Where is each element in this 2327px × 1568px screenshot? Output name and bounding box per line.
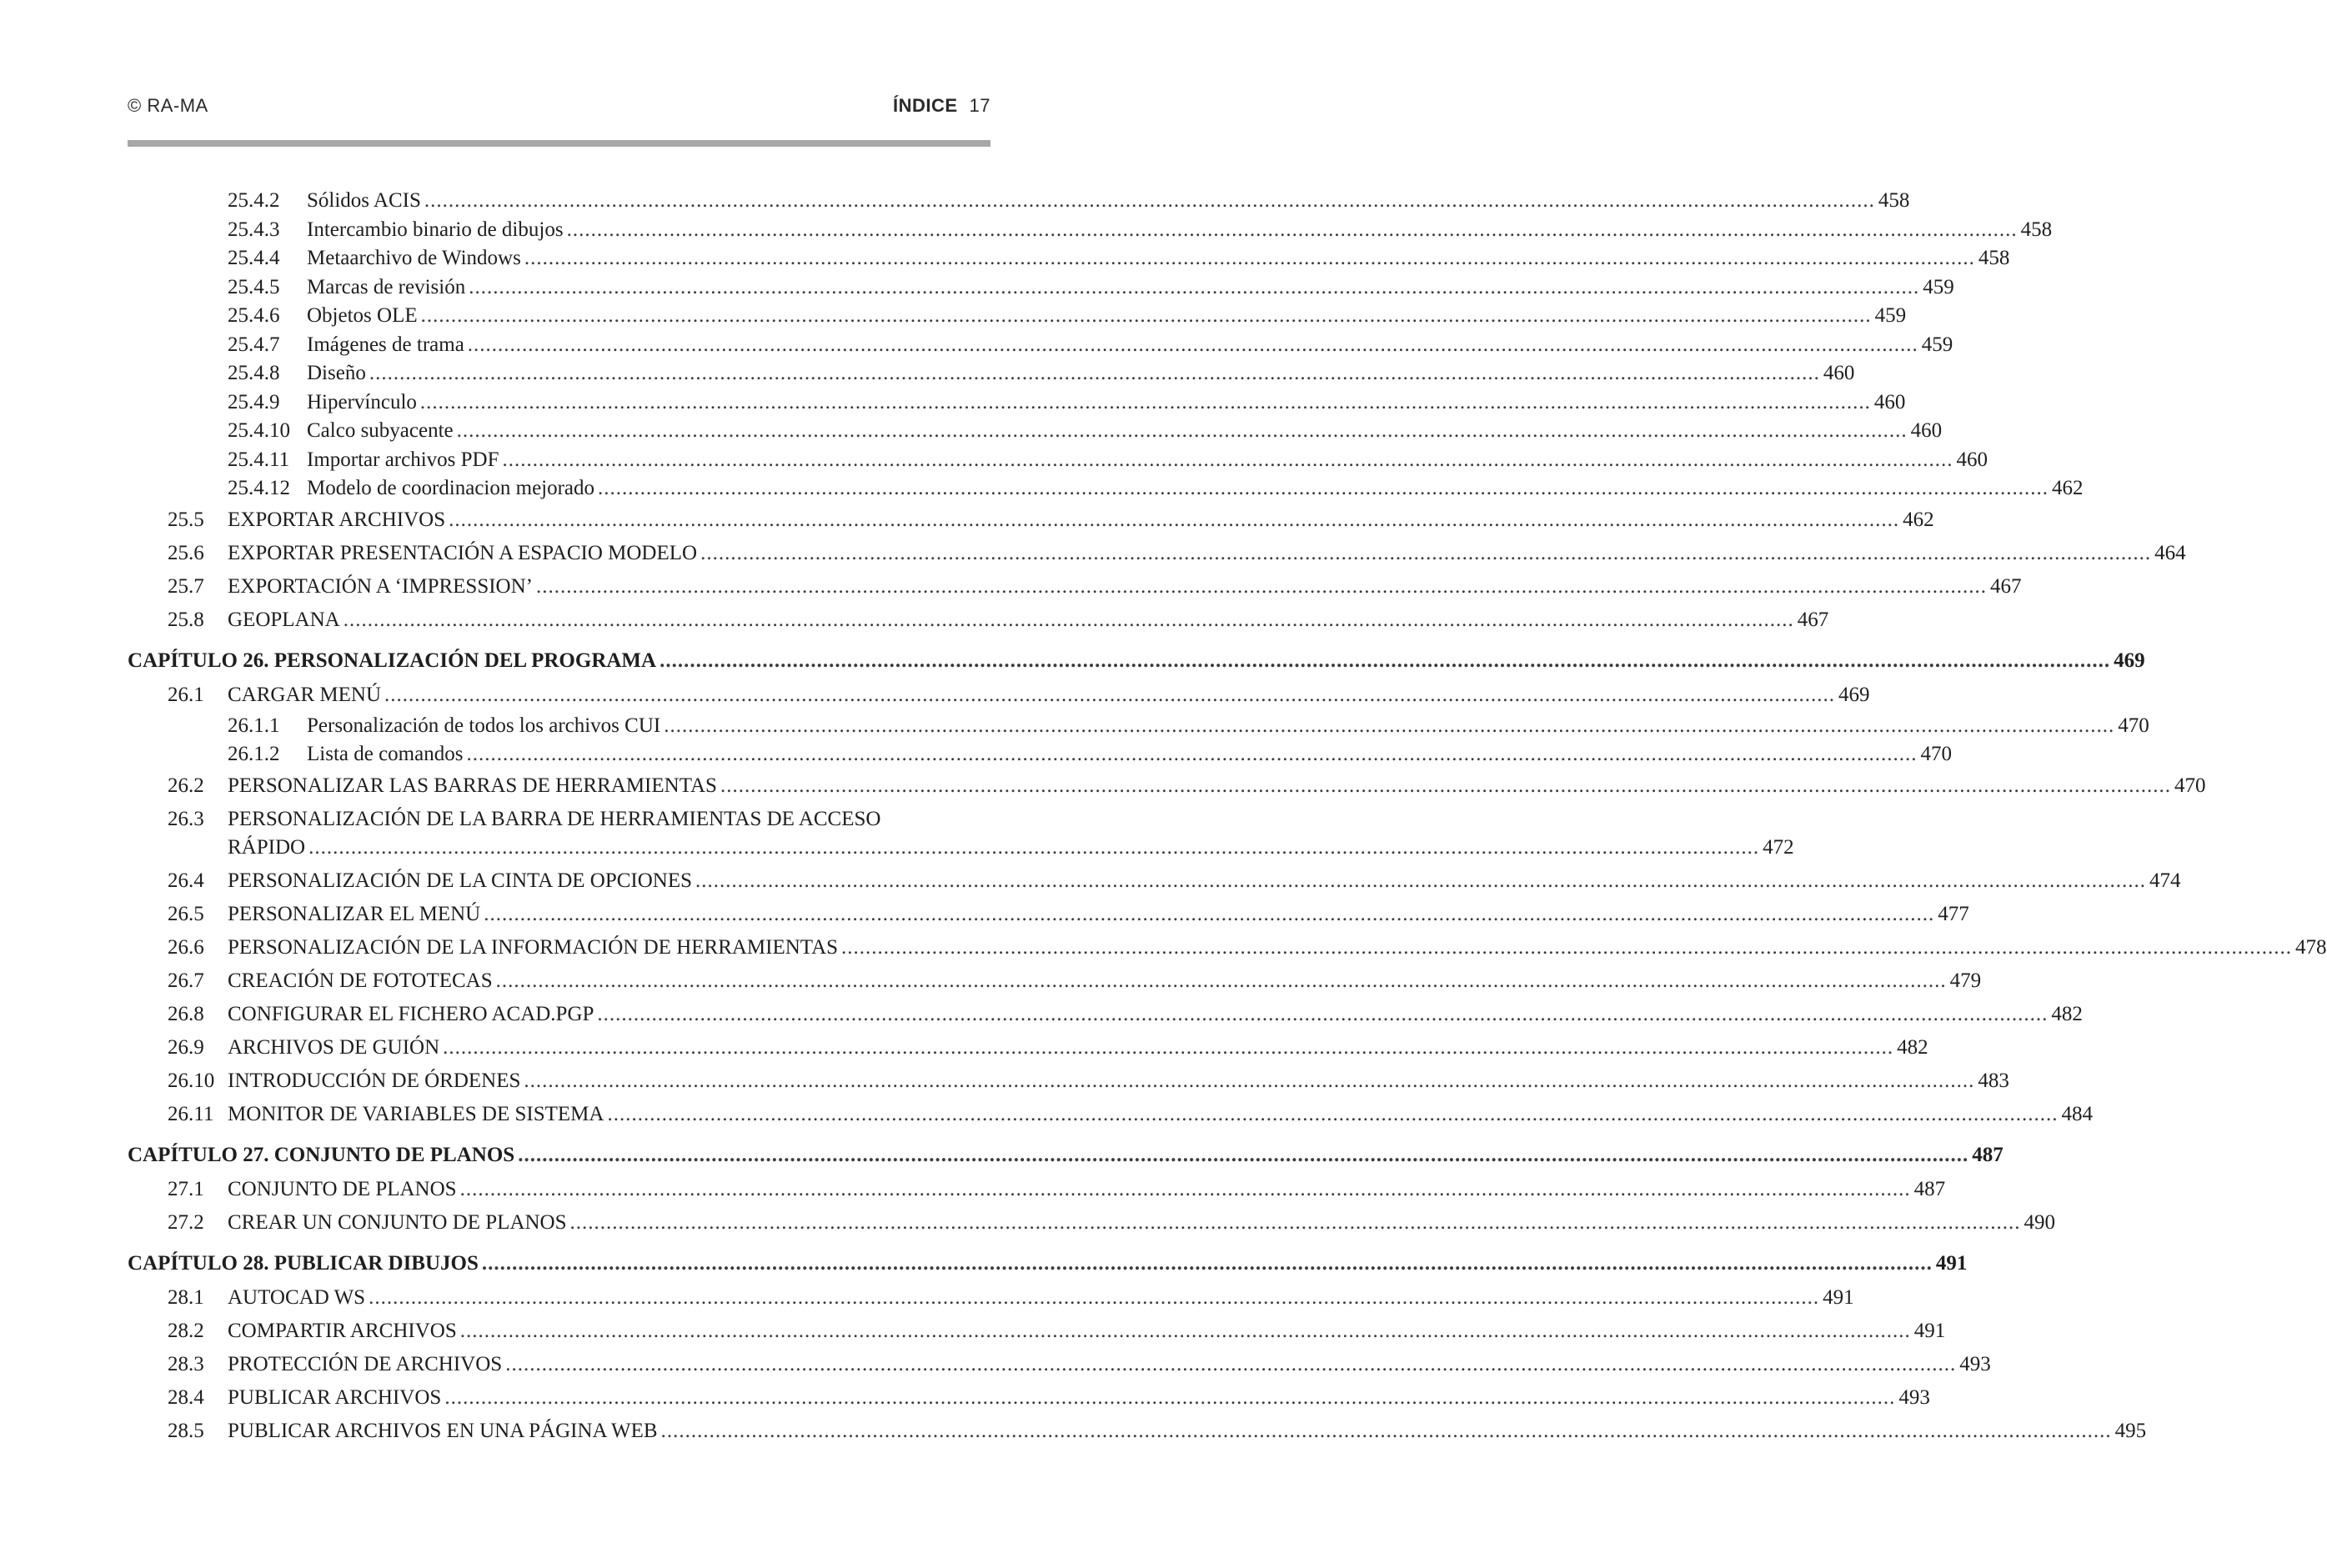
toc-entry[interactable]: [128, 1415, 2147, 1448]
toc-entry-number: 25.4.6: [228, 304, 280, 327]
dot-leader: [524, 244, 1975, 273]
toc-entry-title: Intercambio binario de dibujos: [307, 218, 564, 241]
toc-chapter[interactable]: [128, 1131, 2004, 1173]
toc-entry-number: 26.1: [168, 683, 204, 706]
toc-entry-title: CREACIÓN DE FOTOTECAS: [228, 969, 493, 992]
dot-leader: [424, 187, 1875, 215]
toc-entry[interactable]: [128, 1206, 2056, 1240]
toc-entry-title: GEOPLANA: [228, 608, 340, 631]
toc-entry[interactable]: [128, 1098, 2093, 1131]
toc-entry-title: Lista de comandos: [307, 743, 464, 765]
toc-entry-number: 26.5: [168, 902, 204, 925]
toc-entry[interactable]: [128, 1348, 1991, 1381]
toc-entry[interactable]: [128, 679, 1870, 712]
toc-entry-page: 460: [1910, 419, 1943, 442]
toc-entry-page: 491: [1823, 1285, 1854, 1309]
toc-entry-number: 26.1.2: [228, 743, 280, 765]
toc-entry-page: 462: [2052, 477, 2084, 499]
toc-entry-page: 460: [1823, 362, 1855, 384]
toc-entry-title: PERSONALIZAR EL MENÚ: [228, 902, 481, 925]
toc-entry-number: 26.2: [168, 774, 204, 797]
toc-entry[interactable]: [128, 474, 2084, 503]
toc-entry-page: 459: [1921, 333, 1953, 356]
toc-entry-title: PERSONALIZACIÓN DE LA INFORMACIÓN DE HERRAMIENTAS: [228, 935, 839, 959]
toc-entry[interactable]: [128, 273, 1954, 303]
toc-entry[interactable]: [128, 964, 1982, 998]
toc-entry-page: 467: [1989, 574, 2022, 598]
dot-leader: [444, 1381, 1895, 1415]
toc-entry-page: 470: [2174, 774, 2206, 797]
toc-entry-page: 478: [2295, 935, 2327, 959]
toc-entry[interactable]: [128, 712, 2149, 741]
toc-entry[interactable]: [128, 1281, 1854, 1315]
toc-entry-title: Marcas de revisión: [307, 275, 466, 298]
toc-entry-title: Diseño: [307, 362, 366, 384]
dot-leader: [720, 769, 2171, 803]
toc-entry[interactable]: [128, 446, 1988, 475]
toc-entry[interactable]: [128, 1173, 1946, 1206]
toc-entry-page: 493: [1898, 1385, 1930, 1409]
toc-entry-number: 27.1: [168, 1177, 204, 1200]
toc-entry-page: 474: [2149, 869, 2181, 892]
toc-entry-page: 487: [1913, 1177, 1946, 1200]
toc-entry-number: 26.6: [168, 935, 204, 959]
toc-entry-title: CREAR UN CONJUNTO DE PLANOS: [228, 1210, 567, 1234]
toc-entry-title: Importar archivos PDF: [307, 448, 499, 471]
toc-entry-page: 490: [2024, 1210, 2056, 1234]
dot-leader: [503, 446, 1953, 474]
toc-entry-page: 470: [1920, 743, 1952, 765]
toc-entry-title: Metaarchivo de Windows: [307, 247, 521, 269]
toc-entry-number: 26.3: [168, 807, 204, 830]
toc-entry-number: 25.4.2: [228, 189, 280, 212]
dot-leader: [369, 1281, 1819, 1315]
toc-entry[interactable]: [128, 417, 1943, 446]
table-of-contents: [128, 187, 2327, 1448]
toc-entry-title: EXPORTACIÓN A ‘IMPRESSION’: [228, 574, 533, 598]
toc-entry-page: 469: [2114, 649, 2145, 672]
toc-entry-number: 26.8: [168, 1002, 204, 1025]
toc-entry-title: CAPÍTULO 26. PERSONALIZACIÓN DEL PROGRAMA: [128, 649, 657, 672]
toc-chapter[interactable]: [128, 637, 2145, 679]
toc-entry[interactable]: [128, 1031, 1928, 1065]
toc-entry-title: PUBLICAR ARCHIVOS EN UNA PÁGINA WEB: [228, 1419, 658, 1442]
toc-entry-page: 477: [1938, 902, 1969, 925]
dot-leader: [841, 931, 2292, 964]
toc-entry[interactable]: [128, 537, 2186, 570]
toc-entry-number: 25.4.9: [228, 390, 280, 413]
toc-entry-page: 479: [1949, 969, 1982, 992]
toc-entry-title: AUTOCAD WS: [228, 1285, 366, 1309]
toc-entry-number: 26.7: [168, 969, 204, 992]
toc-entry-page: 482: [1897, 1035, 1928, 1059]
toc-entry-page: 464: [2154, 541, 2186, 564]
toc-entry[interactable]: [128, 244, 2010, 273]
toc-entry-page: 495: [2114, 1419, 2147, 1442]
toc-entry-number: 26.1.1: [228, 714, 280, 737]
toc-entry-page: 458: [1978, 247, 2010, 269]
toc-entry-number: 25.4.8: [228, 362, 280, 384]
toc-entry-page: 482: [2051, 1002, 2083, 1025]
toc-entry-number: 25.8: [168, 608, 204, 631]
toc-entry-page: 459: [1923, 275, 1954, 298]
toc-entry-title: PUBLICAR ARCHIVOS: [228, 1385, 442, 1409]
dot-leader: [570, 1206, 2021, 1240]
dot-leader: [460, 1315, 1911, 1348]
toc-entry-number: 28.5: [168, 1419, 204, 1442]
toc-entry[interactable]: [128, 1315, 1946, 1348]
running-head: [893, 95, 990, 117]
publisher-copyright: © RA-MA: [128, 95, 208, 116]
toc-entry[interactable]: [128, 1065, 2009, 1098]
toc-entry-number: 25.4.12: [228, 477, 290, 499]
toc-entry[interactable]: [128, 331, 1953, 360]
toc-entry-number: 28.2: [168, 1319, 204, 1342]
toc-entry-number: 25.6: [168, 541, 204, 564]
toc-entry-title: Modelo de coordinacion mejorado: [307, 477, 595, 499]
toc-entry-title: CAPÍTULO 28. PUBLICAR DIBUJOS: [128, 1251, 479, 1275]
toc-entry-title: PERSONALIZACIÓN DE LA CINTA DE OPCIONES: [228, 869, 693, 892]
toc-entry-number: 26.10: [168, 1069, 215, 1092]
toc-entry-number: 25.4.3: [228, 218, 280, 241]
toc-entry[interactable]: [128, 864, 2181, 898]
dot-leader: [598, 474, 2049, 503]
page-header: [128, 90, 990, 120]
dot-leader: [661, 1415, 2112, 1448]
toc-entry-number: 28.4: [168, 1385, 204, 1409]
dot-leader: [484, 898, 1934, 931]
toc-entry-page: 458: [2020, 218, 2053, 241]
toc-chapter[interactable]: [128, 1240, 1968, 1281]
toc-entry-number: 25.4.7: [228, 333, 280, 356]
dot-leader: [466, 740, 1917, 769]
dot-leader: [700, 537, 2151, 570]
toc-entry-number: 28.3: [168, 1352, 204, 1375]
toc-entry[interactable]: [128, 216, 2053, 245]
section-title: ÍNDICE: [892, 95, 958, 116]
toc-entry[interactable]: [128, 931, 2327, 964]
toc-entry-page: 467: [1797, 608, 1829, 631]
dot-leader: [468, 331, 1918, 359]
dot-leader: [449, 503, 1899, 537]
toc-entry[interactable]: [128, 604, 1829, 637]
toc-entry-page: 472: [1763, 835, 1794, 859]
dot-leader: [443, 1031, 1893, 1065]
toc-entry-page: 493: [1959, 1352, 1991, 1375]
page-number: 17: [969, 95, 990, 116]
toc-entry-title: ARCHIVOS DE GUIÓN: [228, 1035, 440, 1059]
toc-entry-number: 26.4: [168, 869, 204, 892]
toc-entry-page: 458: [1878, 189, 1910, 212]
dot-leader: [457, 417, 1908, 445]
toc-entry-title: Personalización de todos los archivos CUI: [307, 714, 661, 737]
toc-entry[interactable]: [128, 302, 1907, 331]
dot-leader: [460, 1173, 1911, 1206]
toc-entry[interactable]: [128, 998, 2083, 1031]
toc-entry-title: CONFIGURAR EL FICHERO ACAD.PGP: [228, 1002, 594, 1025]
toc-entry-title: EXPORTAR ARCHIVOS: [228, 508, 446, 531]
toc-entry-number: 25.7: [168, 574, 204, 598]
toc-entry[interactable]: [128, 1381, 1930, 1415]
toc-entry-number: 25.4.5: [228, 275, 280, 298]
toc-entry-title: COMPARTIR ARCHIVOS: [228, 1319, 457, 1342]
toc-entry-number: 25.4.10: [228, 419, 290, 442]
toc-entry[interactable]: [128, 503, 1934, 537]
dot-leader: [597, 998, 2048, 1031]
toc-entry-number: 26.11: [168, 1102, 214, 1125]
toc-entry-page: 484: [2061, 1102, 2093, 1125]
toc-entry-number: 25.4.11: [228, 448, 290, 471]
toc-entry[interactable]: [128, 359, 1855, 388]
dot-leader: [420, 388, 1871, 417]
dot-leader: [344, 604, 1794, 637]
dot-leader: [308, 831, 1759, 864]
toc-entry-number: 25.5: [168, 508, 204, 531]
dot-leader: [524, 1065, 1974, 1098]
dot-leader: [695, 864, 2146, 898]
dot-leader: [421, 302, 1872, 330]
toc-entry-title: CARGAR MENÚ: [228, 683, 382, 706]
toc-entry-page: 491: [1913, 1319, 1946, 1342]
toc-entry-page: 462: [1903, 508, 1934, 531]
toc-entry[interactable]: [128, 570, 2022, 604]
toc-entry-page: 459: [1874, 304, 1907, 327]
toc-entry-number: 28.1: [168, 1285, 204, 1309]
dot-leader: [607, 1098, 2058, 1131]
toc-entry-number: 25.4.4: [228, 247, 280, 269]
toc-entry-page: 470: [2118, 714, 2149, 737]
dot-leader: [664, 712, 2114, 740]
toc-entry-title: Hipervínculo: [307, 390, 417, 413]
toc-entry-page: 483: [1978, 1069, 2009, 1092]
toc-entry-title: CONJUNTO DE PLANOS: [228, 1177, 457, 1200]
dot-leader: [369, 359, 1820, 388]
toc-entry-title: Objetos OLE: [307, 304, 418, 327]
toc-entry-page: 469: [1838, 683, 1870, 706]
toc-entry[interactable]: [128, 388, 1906, 418]
toc-entry-title: Sólidos ACIS: [307, 189, 421, 212]
toc-entry-number: 27.2: [168, 1210, 204, 1234]
dot-leader: [536, 570, 1987, 604]
toc-entry[interactable]: [128, 740, 1952, 769]
dot-leader: [469, 273, 1919, 302]
toc-entry-title: PERSONALIZACIÓN DE LA BARRA DE HERRAMIENTAS DE ACCESO: [228, 807, 881, 830]
toc-entry[interactable]: [128, 898, 1969, 931]
toc-entry-title: PERSONALIZAR LAS BARRAS DE HERRAMIENTAS: [228, 774, 717, 797]
toc-entry-number: 26.9: [168, 1035, 204, 1059]
toc-entry[interactable]: [128, 769, 2206, 803]
dot-leader: [496, 964, 1947, 998]
header-rule: [128, 140, 990, 147]
toc-entry-title: Calco subyacente: [307, 419, 454, 442]
toc-entry-title: PROTECCIÓN DE ARCHIVOS: [228, 1352, 503, 1375]
dot-leader: [505, 1348, 1956, 1381]
toc-entry[interactable]: [128, 187, 1910, 216]
toc-entry-title: Imágenes de trama: [307, 333, 464, 356]
toc-entry-page: 460: [1873, 390, 1906, 413]
toc-entry-title: MONITOR DE VARIABLES DE SISTEMA: [228, 1102, 604, 1125]
toc-entry-page: 491: [1935, 1251, 1968, 1275]
toc-entry-page: 487: [1972, 1143, 2004, 1166]
toc-entry[interactable]: [128, 803, 1794, 864]
toc-entry-title: CAPÍTULO 27. CONJUNTO DE PLANOS: [128, 1143, 515, 1166]
toc-entry-page: 460: [1956, 448, 1988, 471]
toc-entry-title: INTRODUCCIÓN DE ÓRDENES: [228, 1069, 521, 1092]
dot-leader: [567, 216, 2018, 244]
toc-entry-title-continued: RÁPIDO: [228, 835, 306, 859]
dot-leader: [384, 679, 1835, 712]
toc-entry-title: EXPORTAR PRESENTACIÓN A ESPACIO MODELO: [228, 541, 698, 564]
